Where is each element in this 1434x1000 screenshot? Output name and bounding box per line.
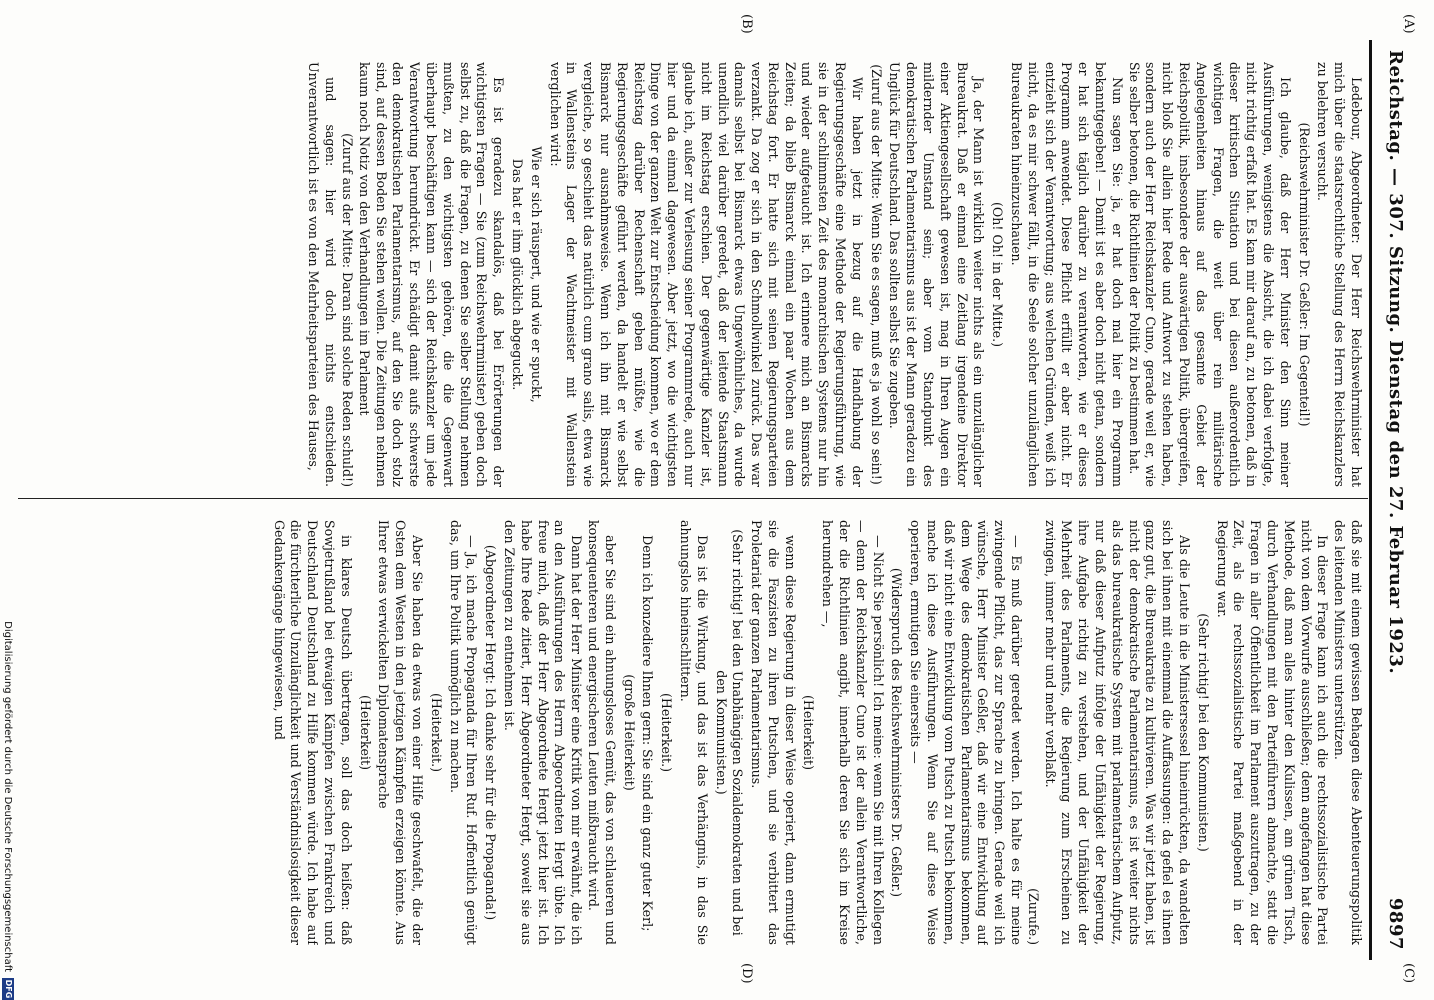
interjection: (große Heiterkeit) — [621, 674, 637, 791]
paragraph: — Es muß darüber geredet werden. Ich halte es für meine zwingende Pflicht, das zur Sprache zu bringen. Gerade weil ich wünsche, Herr Minister Geßler, daß wir eine Entwicklung auf dem Wege des demokratischen Parlamentarismus bekommen, daß wir nicht eine Entwicklung vom Putsch zu Putsch bekommen, mache ich diese Ausführungen. Wenn Sie auf diese Weise operieren, ermutigen Sie einerseits — — [908, 520, 1025, 945]
paragraph: Aber Sie haben da etwas von einer Hilfe geschwafelt, die der Osten dem Westen in den jetzigen Kämpfen erzeigen könnte. Aus Ihrer etwas verwickelten Diplomatensprache — [376, 520, 425, 945]
column-divider — [18, 498, 1368, 499]
paragraph: daß sie mit einem gewissen Behagen diese Abenteuerungspolitik des leitenden Ministers unterstützen. — [1332, 520, 1364, 945]
interjection: (Heiterkeit.) — [428, 693, 444, 772]
interjection: (Widerspruch des Reichswehrministers Dr. Geßler.) — [889, 567, 905, 898]
margin-marker-a: (A) — [1401, 14, 1416, 34]
digitization-credit: Digitalisierung gefördert durch die Deutsche Forschungsgemeinschaft — [2, 621, 14, 972]
interjection: Wie er sich räuspert, und wie er spuckt, — [528, 146, 544, 403]
paragraph: Ja, der Mann ist wirklich weiter nichts als ein unzulänglicher Bureaukrat. Daß er einmal eine Zeitlang irgendeine Direktor einer Aktiengesellschaft gewesen ist, mag in Ihren Augen ein mildernder Umstand sein; aber vom Standpunkt des demokratischen Parlamentarismus aus ist der Mann geradezu ein Unglück für Deutschland. Das sollten selbst Sie zugeben. — [887, 62, 987, 487]
interjection: (Heiterkeit) — [801, 695, 817, 770]
paragraph: wenn diese Regierung in dieser Weise operiert, dann ermutigt sie die Faszisten zu ihren Putschen, und sie verbittert das Proletariat der ganzen Parlamentarismus. — [749, 520, 798, 945]
left-column — [14, 62, 1364, 487]
margin-marker-c: (C) — [1401, 963, 1416, 984]
paragraph: — Nicht Sie persönlich! Ich meine: wenn Sie mit Ihren Kollegen — denn der Reichskanzler Cuno ist der allein Verantwortliche, der die Richtlinien angibt, innerhalb deren Sie sich im Kreise herumdrehen —, — [820, 520, 886, 945]
page-header-title: Reichstag. — 307. Sitzung. Dienstag den 27. Februar 1923. — [1385, 50, 1407, 675]
interjection: (Heiterkeit) — [357, 695, 373, 770]
header-rule — [1369, 40, 1372, 960]
interjection: (Abgeordneter Hergt: Ich danke sehr für die Propaganda!) — [483, 544, 499, 921]
paragraph: Als die Leute in die Ministersessel hineinrückten, da wandelten sich bei ihnen mit einemmal die Auffassungen: da gefiel es ihnen ganz gut, die Bureaukratie zu kultivieren. Was wir jetzt haben, ist nicht der demokratische Parlamentarismus, es ist weiter nichts als das bureaukratische System mit parlamentarischem Aufputz, nur daß dieser Aufputz infolge der Unfähigkeit der Regierung, ihre Aufgabe richtig zu verstehen, und der Unfähigkeit der Mehrheit des Parlaments, die Regierung zum Erscheinen zu zwingen, immer mehr und mehr verblaßt. — [1042, 520, 1193, 945]
interjection: (Zurufe.) — [1025, 888, 1041, 945]
page-header — [1376, 50, 1416, 950]
page-number: 9897 — [1385, 897, 1407, 950]
interjection: (Zuruf aus der Mitte: Daran sind solche Reden schuld!) — [339, 133, 355, 487]
footer-credit-bar — [0, 0, 16, 1000]
interjection: Das hat er ihm glücklich abgeguckt. — [509, 158, 525, 391]
paragraph: — Ja, ich mache Propaganda für Ihren Ruf. Hoffentlich genügt das, um Ihre Politik unmöglich zu machen. — [447, 520, 480, 945]
interjection: (Zuruf aus der Mitte: Wenn Sie es sagen, muß es ja wohl so sein!) — [868, 64, 884, 485]
paragraph: in klares Deutsch übertragen, soll das doch heißen: daß Sowjetrußland bei etwaigen Kämpfen zwischen Frankreich und Deutschland Deutschland zu Hilfe kommen würde. Ich habe auf die fürchterliche Unzulänglichkeit und Verständnislosigkeit dieser Gedankengänge hingewiesen, und — [271, 520, 354, 945]
right-column — [14, 520, 1364, 945]
interjection: (Reichswehrminister Dr. Geßler: Im Gegenteil!) — [1296, 122, 1312, 427]
paragraph: Wir haben jetzt in bezug auf die Handhabung der Regierungsgeschäfte eine Methode der Regierungsführung, wie sie in der schlimmsten Zeit des monarchischen Systems nur hin und wieder aufgetaucht ist. Ich erinnere mich an Bismarcks Zeiten; da blieb Bismarck einmal ein paar Wochen aus dem Reichstag fort. Er hatte sich mit seinen Regierungsparteien verzankt. Da zog er sich in den Schmollwinkel zurück. Das war damals selbst bei Bismarck etwas Ungewöhnliches, da wurde unendlich viel darüber geredet, daß der leitende Staatsmann nicht im Reichstag erschien. Der gegenwärtige Kanzler ist, glaube ich, außer zur Verlesung seiner Programmrede, auch nur hier und da einmal dagewesen. Aber jetzt, wo die wichtigsten Dinge von der ganzen Welt zur Entscheidung kommen, wo er dem Reichstag darüber Rechenschaft geben müßte, wie die Regierungsgeschäfte geführt werden, da handelt er wie selbst Bismarck nur ausnahmsweise. Wenn ich ihn mit Bismarck vergleiche, so geschieht das natürlich cum grano salis, etwa wie in Wallensteins Lager der Wachtmeister mit Wallenstein verglichen wird: — [547, 62, 865, 487]
interjection: (Sehr richtig! bei den Kommunisten.) — [1195, 613, 1211, 852]
paragraph: Ich glaube, daß der Herr Minister den Sinn meiner Ausführungen, wenigstens die Absicht, die ich dabei verfolgte, nicht richtig erfaßt hat. Es kam mir darauf an, zu betonen, daß in dieser kritischen Situation und bei diesen außerordentlich wichtigen Fragen, die weit über rein militärische Angelegenheiten hinaus auf das gesamte Gebiet der Reichspolitik, insbesondere der auswärtigen Politik, übergreifen, nicht bloß Sie allein hier Rede und Antwort zu stehen haben, sondern auch der Herr Reichskanzler Cuno, gerade weil er, wie Sie selber betonen, die Richtlinien der Politik zu bestimmen hat. — [1126, 62, 1293, 487]
paragraph: Denn ich konzediere Ihnen gern: Sie sind ein ganz guter Kerl; — [640, 535, 656, 932]
paragraph: aber Sie sind ein ahnungsloses Gemüt, das von schlaueren und konsequenteren und energischeren Leuten mißbraucht wird. — [585, 520, 618, 945]
interjection: (Oh! Oh! in der Mitte.) — [990, 201, 1006, 347]
paragraph: Das ist die Wirkung, und das ist das Verhängnis, in das Sie ahnungslos hineinschlittern. — [677, 520, 710, 945]
margin-marker-d: (D) — [739, 963, 754, 984]
interjection: (Heiterkeit.) — [659, 693, 675, 772]
paragraph: Ledebour, Abgeordneter: Der Herr Reichswehrminister hat mich über die staatsrechtliche Stellung des Herrn Reichskanzlers zu belehren versucht. — [1315, 62, 1364, 487]
dfg-logo-icon: DFG — [4, 979, 13, 999]
interjection: (Sehr richtig! bei den Unabhängigen Sozialdemokraten und bei den Kommunisten.) — [713, 529, 746, 936]
paragraph: Es ist geradezu skandalös, daß bei Erörterungen der wichtigsten Fragen — Sie (zum Reichswehrminister) geben doch selbst zu, daß die Fragen, zu denen Sie selber Stellung nehmen mußten, zu den wichtigsten gehören, die die Gegenwart überhaupt beschäftigen kann — sich der Reichskanzler um jede Verantwortung herumdrückt. Er schädigt damit aufs schwerste den demokratischen Parlamentarismus, auf den Sie doch stolz sind, auf dessen Boden Sie stehen wollen. Die Zeitungen nehmen kaum noch Notiz von den Verhandlungen im Parlament — [356, 62, 507, 487]
paragraph: Nun sagen Sie: ja, er hat doch mal hier ein Programm bekanntgegeben! — Damit ist es aber doch nicht getan, sondern er hat sich täglich darüber zu verantworten, wie er dieses Programm anwendet. Diese Pflicht erfüllt er aber nicht. Er entzieht sich der Verantwortung; aus welchen Gründen, weiß ich nicht, da es mir schwer fällt, in die Seele solcher unzulänglichen Bureaukraten hineinzuschauen. — [1009, 62, 1125, 487]
paragraph: Dann hat der Herr Minister eine Kritik von mir erwähnt, die ich an den Ausführungen des Herrn Abgeordneten Hergt übte. Ich freue mich, daß der Herr Abgeordnete Hergt jetzt hier ist. Ich habe Ihre Rede zitiert, Herr Abgeordneter Hergt, soweit sie aus den Zeitungen zu entnehmen ist. — [501, 520, 585, 945]
paragraph: In dieser Frage kann ich auch die rechtssozialistische Partei nicht von dem Vorwurfe ausschließen; denn angefangen hat diese Methode, daß man alles hinter den Kulissen, am grünen Tisch, durch Verhandlungen mit den Parteiführern abmachte, statt die Fragen in aller Öffentlichkeit im Parlament auszutragen, zu der Zeit, als die rechtssozialistische Partei maßgebend in der Regierung war. — [1214, 520, 1331, 945]
paragraph: und sagen: hier wird doch nichts entschieden. Unverantwortlich ist es von den Mehrheitsparteien des Hauses, — [306, 62, 339, 487]
margin-marker-b: (B) — [739, 14, 754, 34]
